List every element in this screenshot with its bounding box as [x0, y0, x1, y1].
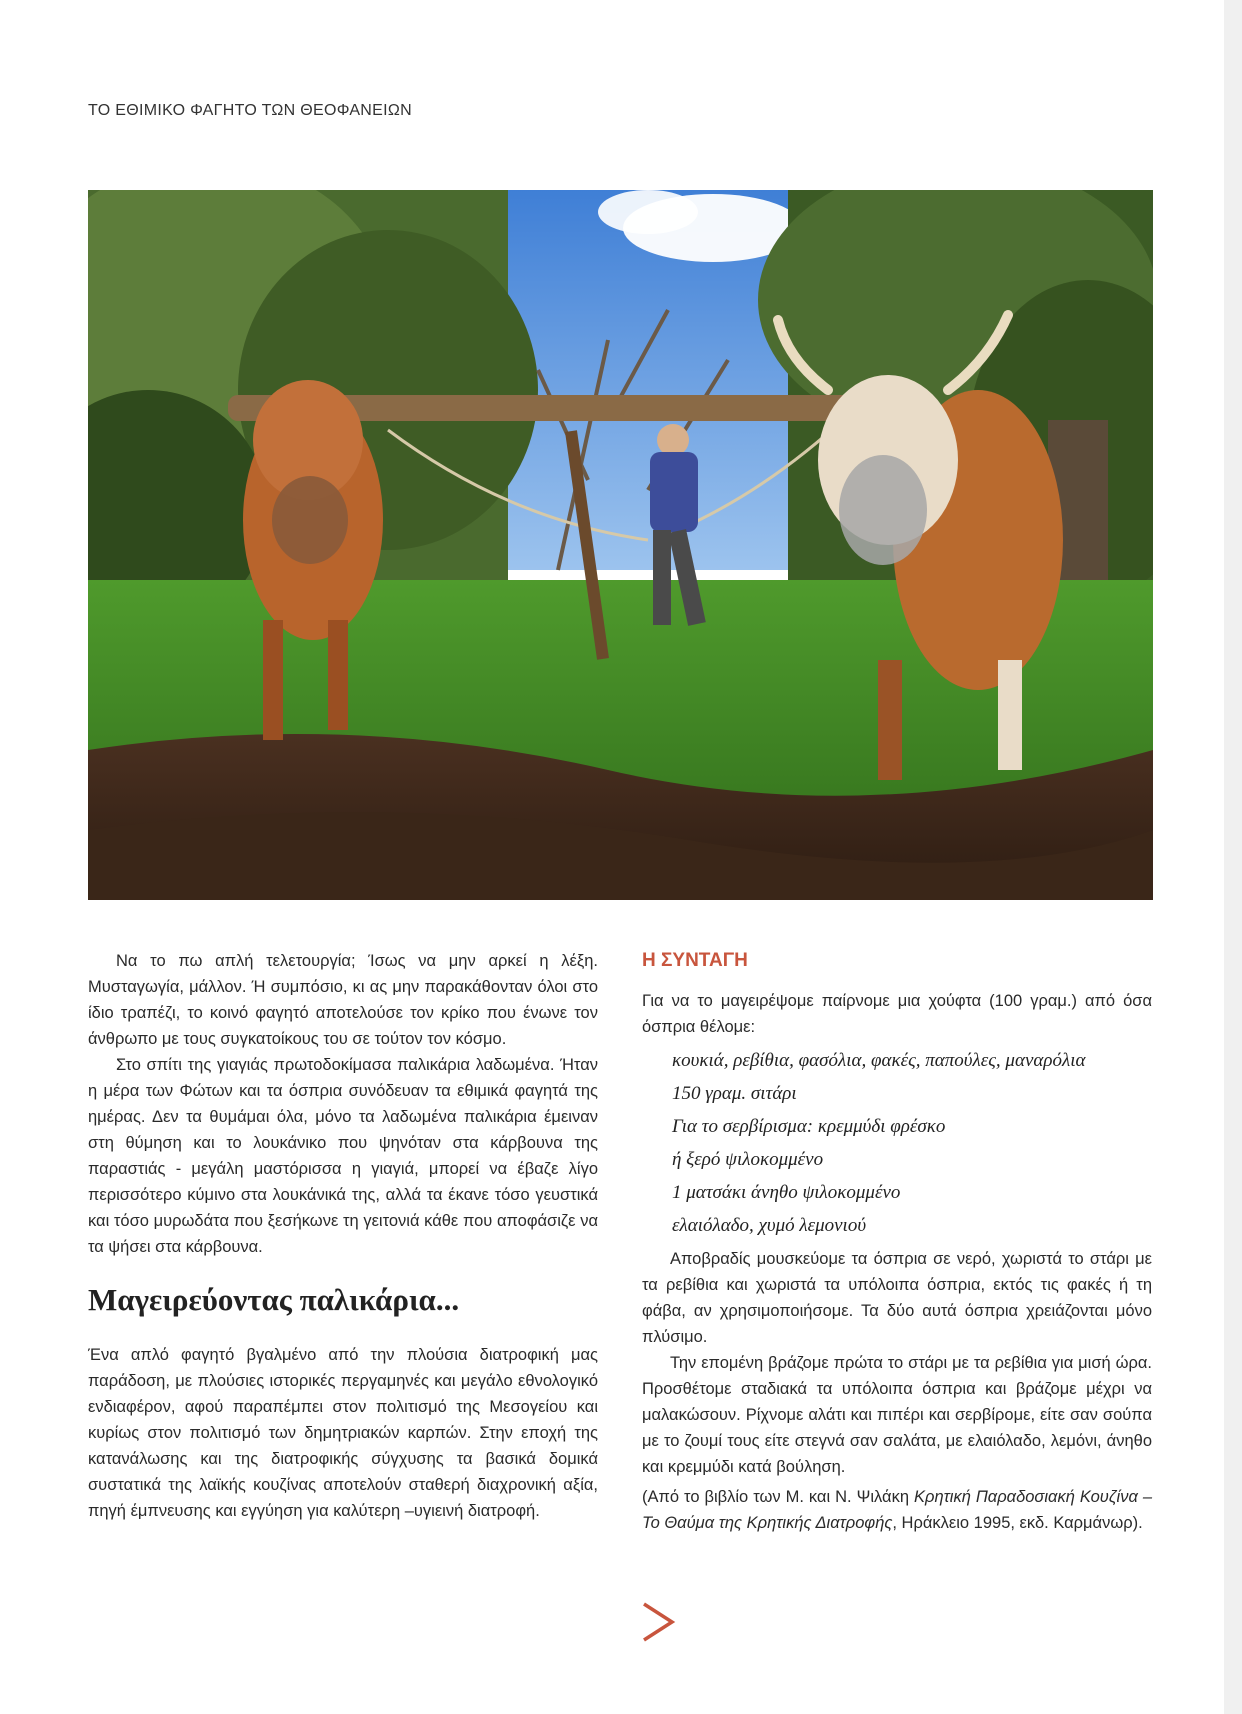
section-subheading: Μαγειρεύοντας παλικάρια...	[88, 1282, 460, 1317]
ingredient-item: 1 ματσάκι άνηθο ψιλοκομμένο	[672, 1182, 901, 1203]
recipe-column	[642, 948, 1152, 1536]
intro-paragraph: Να το πω απλή τελετουργία; Ίσως να μην αρκεί η λέξη. Μυσταγωγία, μάλλον. Ή συμπόσιο, κι ας μην παρακάθονταν όλοι στο ίδιο τραπέζι, το κοινό φαγητό αποτελούσε τον κρίκο που ένωνε τον άνθρωπο με τους συγκατοίκους του σε τούτον τον κόσμο.	[88, 952, 598, 1048]
source-book-title: Κρητική Παραδοσιακή Κουζίνα – Το Θαύμα της Κρητικής Διατροφής	[642, 1488, 1153, 1532]
source-citation	[642, 1484, 1152, 1536]
ingredient-item: Για το σερβίρισμα: κρεμμύδι φρέσκο	[672, 1116, 946, 1137]
ingredient-item: ελαιόλαδο, χυμό λεμονιού	[672, 1215, 867, 1236]
recipe-title: Η ΣΥΝΤΑΓΗ	[642, 950, 748, 971]
ingredient-item: 150 γραμ. σιτάρι	[672, 1083, 797, 1104]
closing-paragraph: Ένα απλό φαγητό βγαλμένο από την πλούσια διατροφική μας παράδοση, με πλούσιες ιστορικές περγαμηνές και μεγάλο εθνολογικό ενδιαφέρον, αφού παραπέμπει στον πολιτισμό της Μεσογείου και κυρίως στον πολιτισμό των δημητριακών καρπών. Στην εποχή της κατανάλωσης και της διατροφικής σύγχυσης τα βασικά δομικά συστατικά της λαϊκής κουζίνας αποτελούν σταθερή διαχρονική αξία, πηγή έμπνευσης και εγγύηση για καλύτερη –υγιεινή διατροφή.	[88, 1346, 598, 1520]
article-column-left	[88, 948, 598, 1524]
running-header: ΤΟ ΕΘΙΜΙΚΟ ΦΑΓΗΤΟ ΤΩΝ ΘΕΟΦΑΝΕΙΩΝ	[88, 102, 412, 119]
recipe-step: Αποβραδίς μουσκεύομε τα όσπρια σε νερό, χωριστά το στάρι με τα ρεβίθια και χωριστά τα υπόλοιπα όσπρια, εκτός τις φακές ή τη φάβα, αν χρησιμοποιήσομε. Τα δύο αυτά όσπρια χρειάζονται μόνο πλύσιμο.	[642, 1250, 1152, 1346]
source-prefix: (Από το βιβλίο των Μ. και Ν. Ψιλάκη	[642, 1488, 914, 1506]
chevron-right-icon[interactable]	[640, 1600, 676, 1644]
ploughing-oxen-photo	[88, 190, 1153, 900]
recipe-step: Την επομένη βράζομε πρώτα το στάρι με τα ρεβίθια για μισή ώρα. Προσθέτομε σταδιακά τα υπόλοιπα όσπρια και βράζομε μέχρι να μαλακώσουν. Ρίχνομε αλάτι και πιπέρι και σερβίρομε, είτε σαν σούπα με το ζουμί τους είτε στεγνά σαν σαλάτα, με ελαιόλαδο, λεμόνι, άνηθο και κρεμμύδι κατά βούληση.	[642, 1354, 1152, 1476]
ingredient-item: κουκιά, ρεβίθια, φασόλια, φακές, παπούλες, μαναρόλια	[672, 1050, 1086, 1071]
recipe-intro: Για να το μαγειρέψομε παίρνομε μια χούφτα (100 γραμ.) από όσα όσπρια θέλομε:	[642, 992, 1152, 1036]
ingredient-item: ή ξερό ψιλοκομμένο	[672, 1149, 824, 1170]
ingredients-list	[672, 1044, 1152, 1242]
memory-paragraph: Στο σπίτι της γιαγιάς πρωτοδοκίμασα παλικάρια λαδωμένα. Ήταν η μέρα των Φώτων και τα όσπρια συνόδευαν τα εθιμικά φαγητά της ημέρας. Δεν τα θυμάμαι όλα, μόνο τα λαδωμένα παλικάρια έμειναν στη θύμηση και το λουκάνικο που ψηνόταν στα κάρβουνα της παραστιάς - μεγάλη μαστόρισσα η γιαγιά, μπορεί να έβαζε λίγο περισσότερο κύμινο στα λουκάνικά της, αλλά τα έκανε τόσο γευστικά και τόσο μυρωδάτα που ξεσήκωνε τη γειτονιά κάθε που αποφάσιζε να τα ψήσει στα κάρβουνα.	[88, 1056, 598, 1256]
source-suffix: , Ηράκλειο 1995, εκδ. Καρμάνωρ).	[892, 1514, 1143, 1532]
page-edge	[1224, 0, 1242, 1714]
